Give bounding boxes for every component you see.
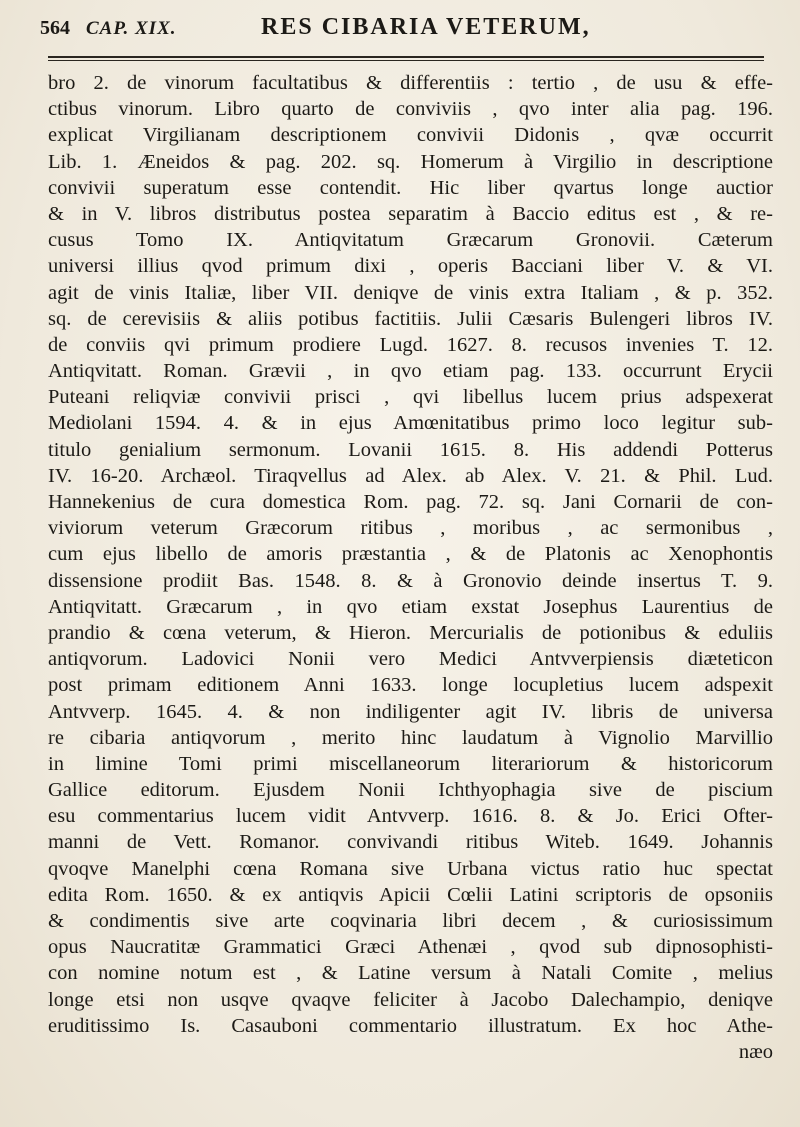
text-line: qvoqve Manelphi cœna Romana sive Urbana victus ratio huc spectat [48, 857, 773, 880]
text-line: agit de vinis Italiæ, liber VII. deniqve de vinis extra Italiam , & p. 352. [48, 281, 773, 304]
text-line: Lib. 1. Æneidos & pag. 202. sq. Homerum à Virgilio in descriptione [48, 150, 773, 173]
text-line: in limine Tomi primi miscellaneorum literariorum & historicorum [48, 752, 773, 775]
chapter-label: CAP. XIX. [86, 18, 177, 39]
text-line: antiqvorum. Ladovici Nonii vero Medici Antvverpiensis diæteticon [48, 648, 773, 671]
text-line: de conviis qvi primum prodiere Lugd. 1627. 8. recusos invenies T. 12. [48, 333, 773, 356]
text-line: eruditissimo Is. Casauboni commentario illustratum. Ex hoc Athe- [48, 1014, 773, 1037]
text-line: cum ejus libello de amoris præstantia , & de Platonis ac Xenophontis [48, 543, 773, 566]
text-line: næo [738, 1040, 773, 1063]
text-line: Antvverp. 1645. 4. & non indiligenter agit IV. libris de universa [48, 700, 773, 723]
body-text [48, 70, 773, 1065]
text-line: Hannekenius de cura domestica Rom. pag. 72. sq. Jani Cornarii de con- [48, 491, 773, 513]
text-line: viviorum veterum Græcorum ritibus , moribus , ac sermonibus , [48, 517, 773, 540]
text-line: prandio & cœna veterum, & Hieron. Mercurialis de potionibus & eduliis [48, 621, 773, 644]
text-line: longe etsi non usqve qvaqve feliciter à Jacobo Dalechampio, deniqve [48, 988, 773, 1011]
text-line: post primam editionem Anni 1633. longe locupletius lucem adspexit [48, 674, 773, 697]
text-line: Antiqvitatt. Roman. Grævii , in qvo etiam pag. 133. occurrunt Erycii [48, 360, 773, 383]
text-line: edita Rom. 1650. & ex antiqvis Apicii Cœlii Latini scriptoris de opsoniis [48, 883, 773, 906]
text-line: Mediolani 1594. 4. & in ejus Amœnitatibus primo loco legitur sub- [48, 412, 773, 435]
text-line: Gallice editorum. Ejusdem Nonii Ichthyophagia sive de piscium [48, 779, 773, 802]
page-number: 564 [40, 17, 70, 39]
text-line: cusus Tomo IX. Antiqvitatum Græcarum Gronovii. Cæterum [48, 229, 773, 252]
header-rule [48, 56, 764, 58]
running-title: RES CIBARIA VETERUM, [261, 14, 591, 40]
text-line: con nomine notum est , & Latine versum à Natali Comite , melius [48, 962, 773, 985]
header-rule-thin [48, 60, 764, 61]
text-line: & in V. libros distributus postea separatim à Baccio editus est , & re- [48, 202, 773, 225]
text-line: Puteani reliqviæ convivii prisci , qvi libellus lucem prius adspexerat [48, 386, 773, 409]
text-line: Antiqvitatt. Græcarum , in qvo etiam exstat Josephus Laurentius de [48, 595, 773, 618]
text-line: esu commentarius lucem vidit Antvverp. 1616. 8. & Jo. Erici Ofter- [48, 805, 773, 828]
text-line: universi illius qvod primum dixi , operis Bacciani liber V. & VI. [48, 255, 773, 278]
text-line: convivii superatum esse contendit. Hic liber qvartus longe auctior [48, 176, 773, 199]
text-line: manni de Vett. Romanor. convivandi ritibus Witeb. 1649. Johannis [48, 831, 773, 854]
text-line: sq. de cerevisiis & aliis potibus factitiis. Julii Cæsaris Bulengeri libros IV. [48, 307, 773, 330]
text-line: opus Naucratitæ Grammatici Græci Athenæi , qvod sub dipnosophisti- [48, 936, 773, 959]
text-line: explicat Virgilianam descriptionem convivii Didonis , qvæ occurrit [48, 124, 773, 147]
page-header [40, 14, 764, 48]
text-line: dissensione prodiit Bas. 1548. 8. & à Gronovio deinde insertus T. 9. [48, 569, 773, 592]
text-line: re cibaria antiqvorum , merito hinc laudatum à Vignolio Marvillio [48, 726, 773, 749]
text-line: IV. 16-20. Archæol. Tiraqvellus ad Alex. ab Alex. V. 21. & Phil. Lud. [48, 464, 773, 487]
text-line: ctibus vinorum. Libro quarto de conviviis , qvo inter alia pag. 196. [48, 98, 773, 121]
text-line: bro 2. de vinorum facultatibus & differentiis : tertio , de usu & effe- [48, 72, 773, 94]
text-line: & condimentis sive arte coqvinaria libri decem , & curiosissimum [48, 910, 773, 932]
text-line: titulo genialium sermonum. Lovanii 1615. 8. His addendi Potterus [48, 438, 773, 461]
